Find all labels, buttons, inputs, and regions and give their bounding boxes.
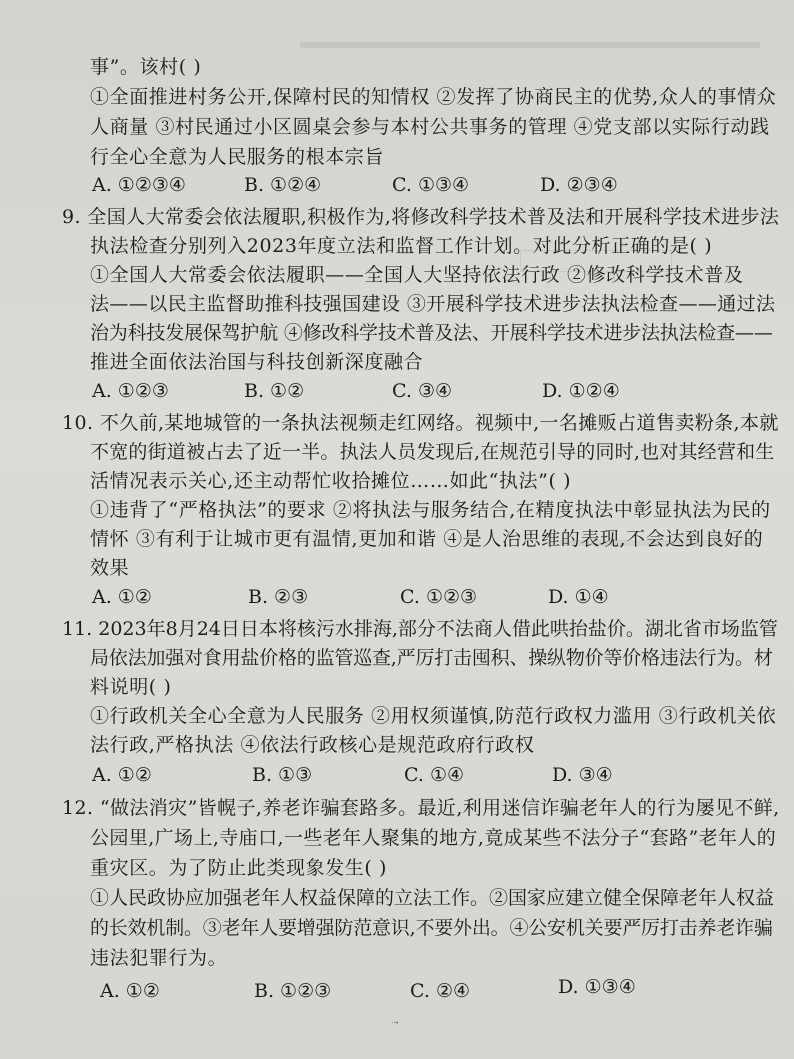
q10-option-c[interactable]: C. ①②③ <box>400 586 478 608</box>
q9-stem-line: 执法检查分别列入2023年度立法和监督工作计划。对此分析正确的是( ) <box>90 235 713 257</box>
q8-stem-line: 事”。该村( ) <box>90 56 202 78</box>
q11-option-a[interactable]: A. ①② <box>92 764 152 786</box>
q11-option-b[interactable]: B. ①③ <box>252 764 313 786</box>
q9-option-a[interactable]: A. ①②③ <box>92 380 169 402</box>
q10-stem-line: 10. 不久前,某地城管的一条执法视频走红网络。视频中,一名摊贩占道售卖粉条,本就 <box>62 412 779 434</box>
q12-option-a[interactable]: A. ①② <box>100 980 160 1002</box>
q11-option-d[interactable]: D. ③④ <box>552 764 613 786</box>
q10-option-a[interactable]: A. ①② <box>92 586 152 608</box>
q12-option-d[interactable]: D. ①③④ <box>558 976 636 998</box>
q12-statement-line: 违法犯罪行为。 <box>90 947 228 969</box>
bleed-through-mark <box>300 42 760 48</box>
q11-stem-line: 局依法加强对食用盐价格的监管巡查,严厉打击囤积、操纵物价等价格违法行为。材 <box>90 647 773 669</box>
q12-statement-line: 的长效机制。③老年人要增强防范意识,不要外出。④公安机关要严厉打击养老诈骗 <box>90 917 773 939</box>
q11-statement-line: 法行政,严格执法 ④依法行政核心是规范政府行政权 <box>90 734 535 756</box>
q10-statement-line: 情怀 ③有利于让城市更有温情,更加和谐 ④是人治思维的表现,不会达到良好的 <box>90 528 764 550</box>
q9-statement-line: 法——以民主监督助推科技强国建设 ③开展科学技术进步法执法检查——通过法 <box>90 293 776 315</box>
q8-statement-line: 人商量 ③村民通过小区圆桌会参与本村公共事务的管理 ④党支部以实际行动践 <box>90 116 770 138</box>
q11-stem-line: 料说明( ) <box>90 676 172 698</box>
q8-statement-line: 行全心全意为人民服务的根本宗旨 <box>90 146 385 168</box>
q12-option-b[interactable]: B. ①②③ <box>254 980 332 1002</box>
q9-option-c[interactable]: C. ③④ <box>392 380 453 402</box>
q11-statement-line: ①行政机关全心全意为人民服务 ②用权须谨慎,防范行政权力滥用 ③行政机关依 <box>90 705 777 727</box>
q9-statement-line: 治为科技发展保驾护航 ④修改科学技术普及法、开展科学技术进步法执法检查—— <box>90 322 773 344</box>
q12-stem-line: 12. “做法消灾”皆幌子,养老诈骗套路多。最近,利用迷信诈骗老年人的行为屡见不鲜, <box>62 797 780 819</box>
q10-option-d[interactable]: D. ①④ <box>548 586 609 608</box>
q9-statement-line: ①全国人大常委会依法履职——全国人大坚持依法行政 ②修改科学技术普及 <box>90 264 744 286</box>
q12-stem-line: 公园里,广场上,寺庙口,一些老年人聚集的地方,竟成某些不法分子“套路”老年人的 <box>90 827 777 849</box>
q8-option-c[interactable]: C. ①③④ <box>392 174 470 196</box>
page-footer <box>0 1012 794 1036</box>
q8-option-a[interactable]: A. ①②③④ <box>92 174 186 196</box>
q10-statement-line: ①违背了“严格执法”的要求 ②将执法与服务结合,在精度执法中彰显执法为民的 <box>90 499 771 521</box>
q8-option-b[interactable]: B. ①②④ <box>244 174 322 196</box>
q12-option-c[interactable]: C. ②④ <box>410 980 471 1002</box>
q10-statement-line: 效果 <box>90 557 130 579</box>
q10-stem-line: 不宽的街道被占去了近一半。执法人员发现后,在规范引导的同时,也对其经营和生 <box>90 441 775 463</box>
q9-stem-line: 9. 全国人大常委会依法履职,积极作为,将修改科学技术普及法和开展科学技术进步法 <box>62 206 780 228</box>
q8-option-d[interactable]: D. ②③④ <box>540 174 618 196</box>
q9-statement-line: 推进全面依法治国与科技创新深度融合 <box>90 351 424 373</box>
q9-option-d[interactable]: D. ①②④ <box>542 380 620 402</box>
q11-option-c[interactable]: C. ①④ <box>404 764 465 786</box>
q11-stem-line: 11. 2023年8月24日日本将核污水排海,部分不法商人借此哄抬盐价。湖北省市场监管 <box>62 618 778 640</box>
q10-stem-line: 活情况表示关心,还主动帮忙收拾摊位……如此“执法”( ) <box>90 470 572 492</box>
q8-statement-line: ①全面推进村务公开,保障村民的知情权 ②发挥了协商民主的优势,众人的事情众 <box>90 86 777 108</box>
q12-statement-line: ①人民政协应加强老年人权益保障的立法工作。②国家应建立健全保障老年人权益 <box>90 887 775 909</box>
q12-stem-line: 重灾区。为了防止此类现象发生( ) <box>90 857 388 879</box>
q9-option-b[interactable]: B. ①② <box>244 380 305 402</box>
q10-option-b[interactable]: B. ②③ <box>248 586 309 608</box>
